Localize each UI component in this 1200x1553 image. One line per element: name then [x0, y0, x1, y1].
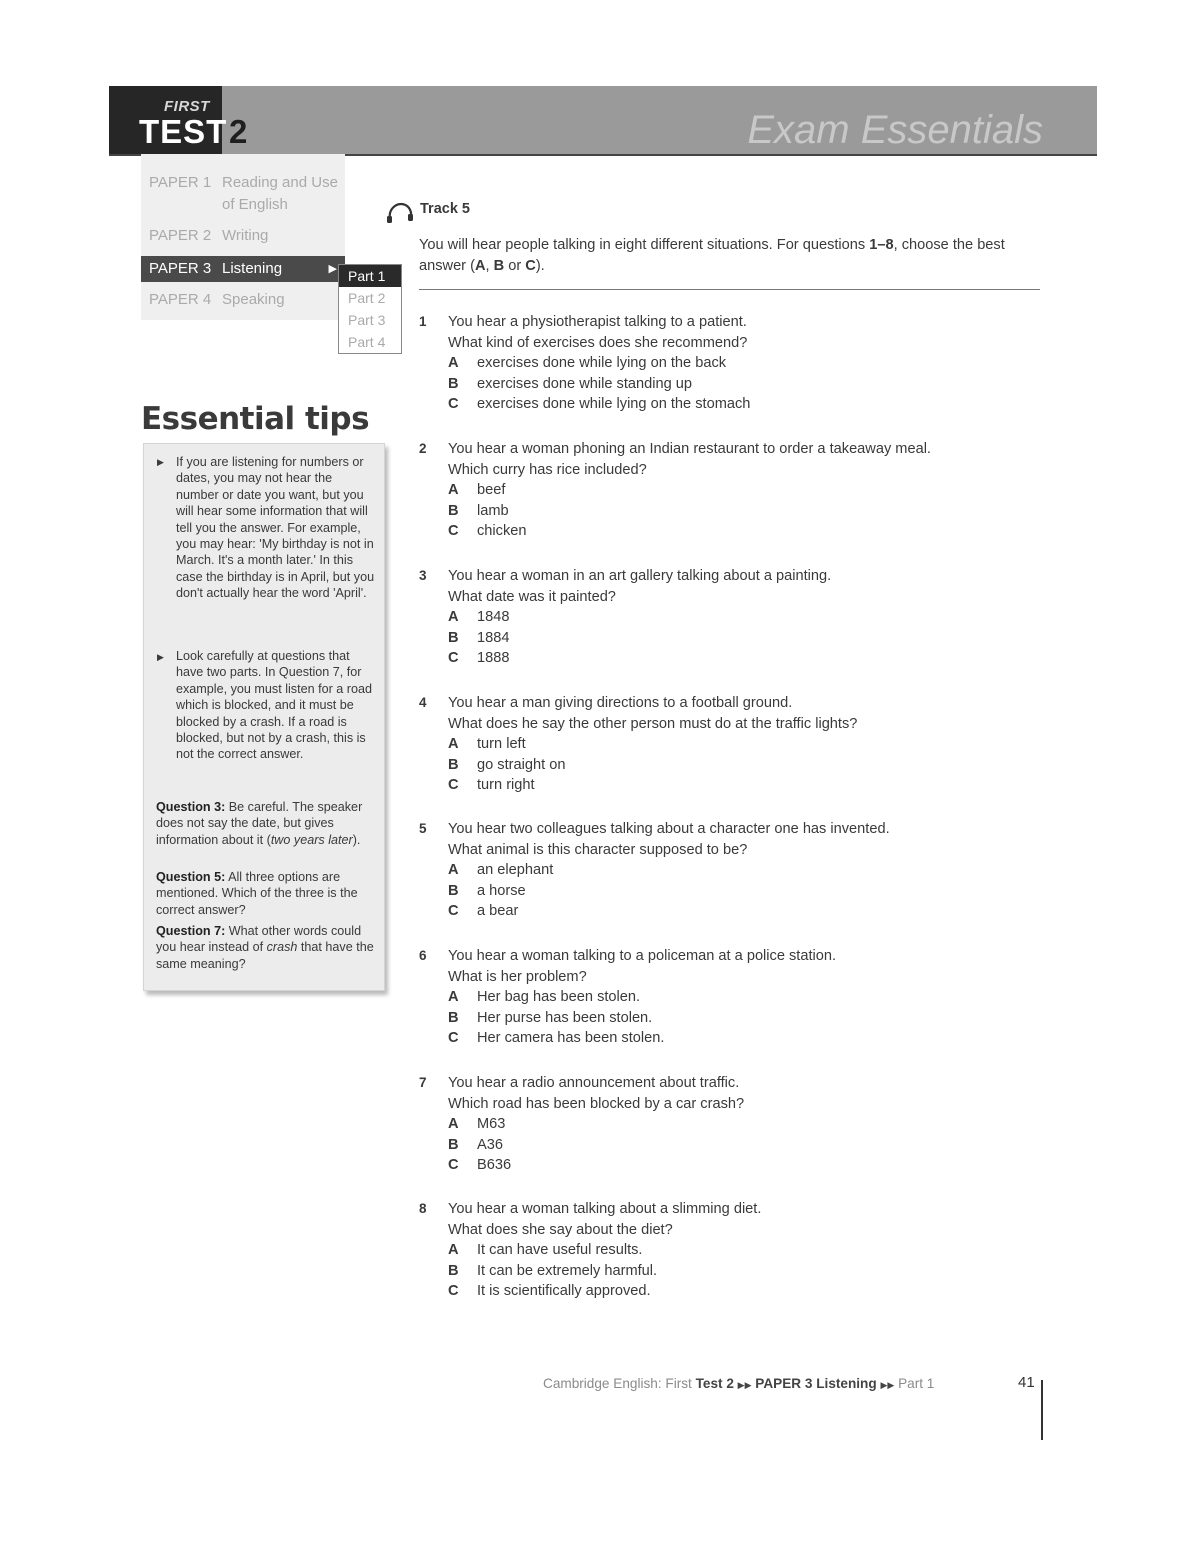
footer-part: Part 1 [898, 1376, 935, 1391]
option-letter: A [448, 1242, 459, 1259]
option-text: It can have useful results. [477, 1242, 643, 1259]
option-letter: C [448, 1283, 459, 1300]
headphones-icon [386, 201, 414, 225]
paper-nav [141, 154, 345, 320]
question-context: You hear a woman talking about a slimming diet. [448, 1201, 762, 1217]
page-edge-bar [1041, 1380, 1043, 1440]
bullet-icon: ▶ [157, 457, 164, 467]
part-nav [338, 264, 402, 354]
question-prompt: Which curry has rice included? [448, 461, 647, 478]
question-number: 3 [419, 568, 427, 583]
option-a[interactable] [448, 1240, 1059, 1261]
option-text: exercises done while lying on the back [477, 355, 727, 372]
question-context: You hear a woman phoning an Indian restaurant to order a takeaway meal. [448, 441, 931, 457]
option-text: It can be extremely harmful. [477, 1262, 658, 1279]
option-letter: A [448, 1116, 459, 1133]
option-a[interactable] [448, 1114, 1059, 1135]
option-text: a bear [477, 903, 519, 920]
option-a[interactable] [448, 860, 1059, 881]
option-text: 1848 [477, 609, 510, 626]
instructions [419, 235, 1039, 277]
option-text: Her purse has been stolen. [477, 1009, 653, 1026]
tips-box [143, 443, 385, 991]
header-banner [109, 86, 1097, 156]
tip-question-text: Be careful. The speaker does not say the date, but gives information about it ( [156, 800, 363, 847]
option-letter: C [448, 1157, 459, 1174]
instructions-text: , choose the best answer ( [419, 237, 1005, 274]
option-text: chicken [477, 523, 527, 540]
part-item-3[interactable]: Part 3 [348, 312, 386, 328]
option-letter: B [448, 1136, 459, 1153]
option-letter: C [448, 396, 459, 413]
option-letter: C [448, 523, 459, 540]
option-letter: C [448, 1030, 459, 1047]
option-text: turn left [477, 736, 526, 753]
question-item [419, 312, 1059, 415]
option-text: lamb [477, 502, 509, 519]
option-text: 1888 [477, 650, 510, 667]
tip-numbers-dates: If you are listening for numbers or dates, you may not hear the number or date you want, but you will hear some information that will tell you the answer. For example, you may hear: 'My birthday is not in March. It's a month later.' In this case the birthday is in April, but you don't actually hear the word 'April'. [176, 455, 375, 601]
option-a[interactable] [448, 353, 1059, 374]
option-b[interactable] [448, 1261, 1059, 1282]
option-b[interactable] [448, 374, 1059, 395]
option-a[interactable] [448, 734, 1059, 755]
paper-name: Speaking [222, 291, 285, 308]
tip-question-text: ). [352, 832, 361, 847]
option-c[interactable] [448, 648, 1059, 669]
arrow-right-icon: ▶ [328, 263, 337, 275]
option-letter: A [448, 482, 459, 499]
tip-question-7 [156, 923, 376, 972]
test-number: 2 [229, 113, 248, 150]
option-text: exercises done while standing up [477, 375, 692, 392]
paper-item-reading[interactable] [141, 172, 345, 220]
option-text: It is scientifically approved. [477, 1283, 651, 1300]
footer-section: Listening [816, 1376, 877, 1391]
option-a[interactable] [448, 607, 1059, 628]
option-letter: A [448, 736, 459, 753]
question-range: 1–8 [869, 237, 894, 253]
option-a[interactable] [448, 987, 1059, 1008]
paper-number: PAPER 1 [149, 174, 212, 191]
option-text: A36 [477, 1136, 503, 1153]
option-letter: B [448, 756, 459, 773]
question-number: 7 [419, 1075, 427, 1090]
question-item [419, 946, 1059, 1049]
question-context: You hear a man giving directions to a football ground. [448, 695, 793, 711]
question-number: 2 [419, 441, 427, 456]
paper-number: PAPER 2 [149, 227, 212, 244]
footer-paper: PAPER 3 [755, 1376, 813, 1391]
tip-question-text: All three options are mentioned. Which of the three is the correct answer? [156, 870, 358, 917]
track-label: Track 5 [420, 201, 470, 217]
question-prompt: Which road has been blocked by a car crash? [448, 1095, 745, 1112]
question-context: You hear a radio announcement about traffic. [448, 1075, 740, 1091]
option-c[interactable] [448, 775, 1059, 796]
page-number: 41 [1018, 1374, 1035, 1391]
question-item [419, 439, 1059, 542]
option-text: go straight on [477, 756, 566, 773]
option-letter: A [448, 862, 459, 879]
question-item [419, 566, 1059, 669]
double-arrow-icon: ▶▶ [880, 1380, 895, 1390]
paper-number: PAPER 3 [149, 260, 212, 277]
option-letter: B [448, 629, 459, 646]
question-prompt: What does he say the other person must do at the traffic lights? [448, 715, 858, 732]
brand-title: Exam Essentials [747, 108, 1043, 152]
option-letter: B [448, 502, 459, 519]
option-c[interactable] [448, 521, 1059, 542]
question-prompt: What is her problem? [448, 968, 587, 985]
tip-question-label: Question 5: [156, 870, 226, 884]
tip-question-text: What other words could you hear instead of [156, 924, 362, 955]
tip-question-emphasis: two years later [270, 832, 353, 847]
letter-a: A [474, 258, 486, 274]
divider [419, 289, 1040, 290]
first-label: FIRST [164, 98, 210, 115]
question-prompt: What kind of exercises does she recommend? [448, 334, 748, 351]
footer-test: Test 2 [695, 1376, 734, 1391]
test-label: TEST [139, 113, 228, 150]
option-text: M63 [477, 1116, 506, 1133]
option-c[interactable] [448, 901, 1059, 922]
question-prompt: What does she say about the diet? [448, 1221, 673, 1238]
option-letter: B [448, 375, 459, 392]
question-item [419, 819, 1059, 922]
option-b[interactable] [448, 881, 1059, 902]
tip-question-3 [156, 799, 376, 848]
option-text: 1884 [477, 629, 510, 646]
paper-name: Listening [222, 260, 283, 277]
option-letter: A [448, 355, 459, 372]
double-arrow-icon: ▶▶ [737, 1380, 752, 1390]
letter-b: B [493, 258, 505, 274]
part-item-2[interactable]: Part 2 [348, 290, 386, 306]
page-footer [543, 1376, 934, 1391]
instructions-text: ). [535, 258, 545, 274]
option-letter: B [448, 882, 459, 899]
option-a[interactable] [448, 480, 1059, 501]
test-label-block [109, 86, 228, 154]
option-c[interactable] [448, 1155, 1059, 1176]
option-b[interactable] [448, 755, 1059, 776]
option-letter: B [448, 1009, 459, 1026]
tips-title: Essential tips [141, 401, 370, 437]
option-letter: A [448, 609, 459, 626]
option-b[interactable] [448, 1008, 1059, 1029]
option-text: turn right [477, 777, 535, 794]
bullet-icon: ▶ [157, 652, 164, 662]
option-c[interactable] [448, 394, 1059, 415]
option-c[interactable] [448, 1028, 1059, 1049]
question-number: 1 [419, 314, 427, 329]
paper-name: Writing [222, 227, 269, 244]
option-text: an elephant [477, 862, 554, 879]
part-item-1[interactable]: Part 1 [339, 265, 401, 287]
option-text: Her bag has been stolen. [477, 989, 641, 1006]
question-item [419, 1199, 1059, 1302]
option-text: B636 [477, 1157, 512, 1174]
tip-question-label: Question 7: [156, 924, 226, 938]
tip-two-parts: Look carefully at questions that have two parts. In Question 7, for example, you must listen for a road which is blocked, and it must be blocked by a crash. If a road is blocked, but not by a crash, this is not the correct answer. [176, 649, 372, 762]
question-prompt: What date was it painted? [448, 588, 616, 605]
option-letter: A [448, 989, 459, 1006]
option-b[interactable] [448, 628, 1059, 649]
option-c[interactable] [448, 1281, 1059, 1302]
part-item-4[interactable]: Part 4 [348, 334, 386, 350]
question-prompt: What animal is this character supposed to be? [448, 841, 748, 858]
question-context: You hear two colleagues talking about a character one has invented. [448, 821, 890, 837]
option-letter: C [448, 650, 459, 667]
tip-question-label: Question 3: [156, 800, 226, 814]
letter-c: C [525, 258, 536, 274]
option-text: Her camera has been stolen. [477, 1030, 665, 1047]
instructions-text: or [504, 258, 526, 274]
paper-number: PAPER 4 [149, 291, 212, 308]
option-text: beef [477, 482, 506, 499]
question-context: You hear a woman in an art gallery talking about a painting. [448, 568, 832, 584]
instructions-text: You will hear people talking in eight different situations. For questions [419, 237, 870, 253]
paper-item-listening[interactable] [141, 256, 345, 282]
tip-question-emphasis: crash [266, 940, 298, 955]
option-text: a horse [477, 882, 526, 899]
paper-name: Reading and Use of English [222, 174, 338, 213]
question-context: You hear a physiotherapist talking to a patient. [448, 314, 747, 330]
option-letter: C [448, 903, 459, 920]
question-item [419, 1073, 1059, 1176]
option-text: exercises done while lying on the stomach [477, 396, 751, 413]
question-number: 5 [419, 821, 427, 836]
option-letter: C [448, 777, 459, 794]
tip-question-text: that have the same meaning? [156, 940, 374, 971]
question-item [419, 693, 1059, 796]
question-context: You hear a woman talking to a policeman at a police station. [448, 948, 837, 964]
question-number: 8 [419, 1201, 427, 1216]
instructions-text: , [485, 258, 494, 274]
tip-question-5 [156, 869, 376, 918]
option-b[interactable] [448, 1135, 1059, 1156]
question-number: 4 [419, 695, 427, 710]
option-b[interactable] [448, 501, 1059, 522]
footer-series: Cambridge English: First [543, 1376, 692, 1391]
question-number: 6 [419, 948, 427, 963]
option-letter: B [448, 1262, 459, 1279]
